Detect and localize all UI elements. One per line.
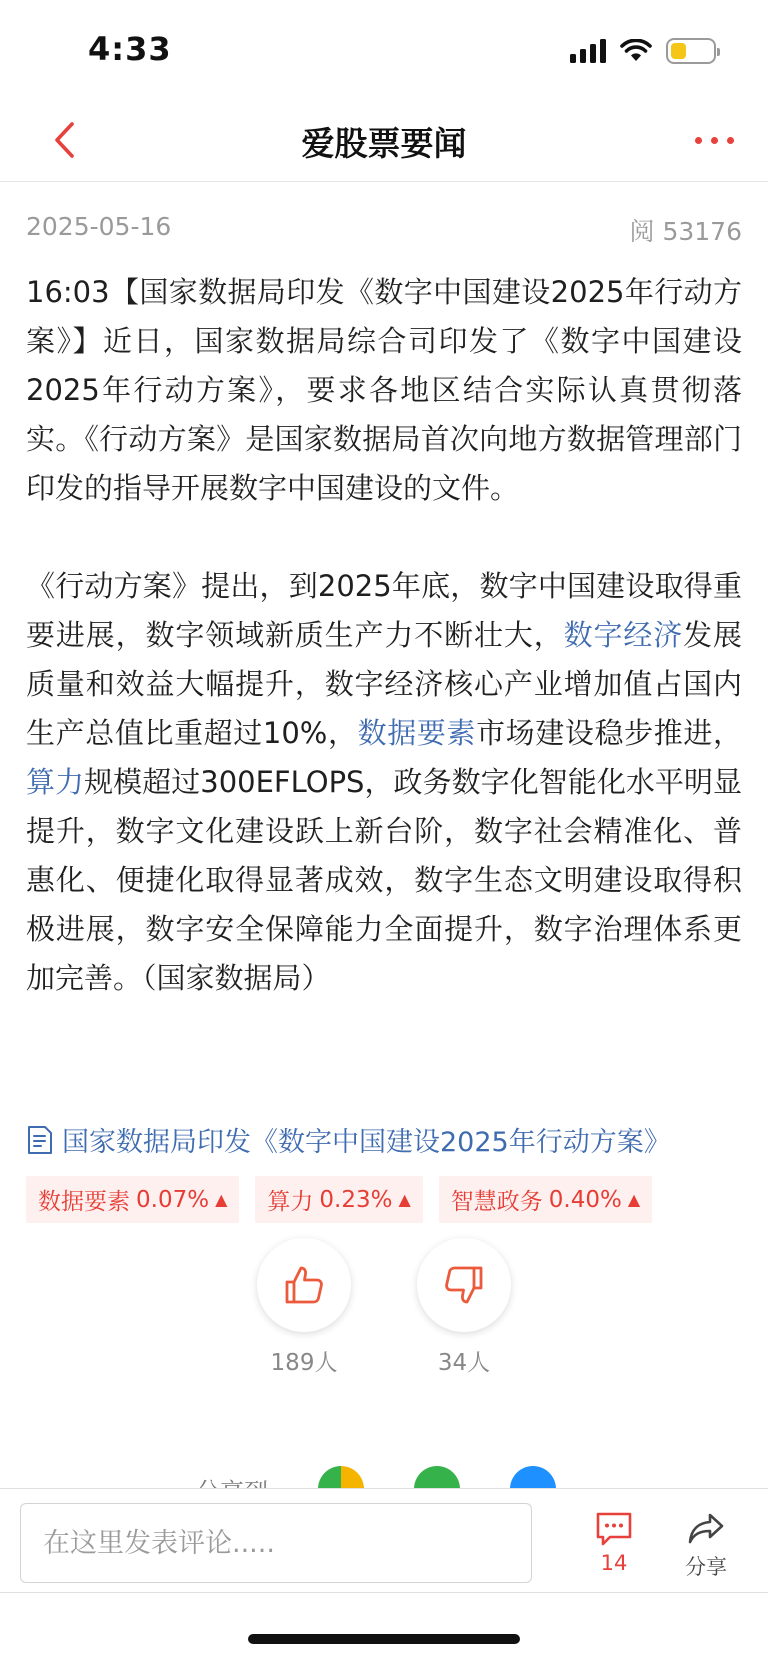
up-arrow-icon: ▲ [215, 1190, 228, 1209]
up-arrow-icon: ▲ [627, 1190, 641, 1209]
like-button[interactable] [257, 1238, 351, 1332]
comment-input[interactable] [20, 1503, 532, 1583]
up-arrow-icon: ▲ [398, 1190, 411, 1209]
document-icon [26, 1125, 54, 1155]
tag-change: 0.23% [319, 1186, 393, 1213]
status-bar [0, 0, 768, 100]
sector-tag[interactable] [26, 1176, 239, 1223]
dislike-count: 34人 [437, 1350, 491, 1376]
status-time: 4:33 [88, 30, 172, 68]
related-article-title: 国家数据局印发《数字中国建设2025年行动方案》 [62, 1127, 671, 1158]
more-button[interactable] [682, 114, 746, 166]
sector-tag[interactable] [439, 1176, 652, 1223]
share-button[interactable] [680, 1511, 732, 1581]
link-data-elements[interactable]: 数据要素 [357, 716, 477, 750]
status-icons [570, 38, 716, 64]
article-body [26, 268, 742, 1003]
related-article-link[interactable] [26, 1120, 671, 1159]
article-text: 《行动方案》提出，到2025年底，数字中国建设取得重要进展，数字领域新质生产力不断壮大， [26, 569, 742, 652]
tag-name: 智慧政务 [450, 1189, 543, 1215]
comments-button[interactable] [588, 1511, 640, 1575]
like-vote [257, 1238, 351, 1377]
home-indicator [248, 1634, 520, 1644]
tag-name: 算力 [267, 1189, 314, 1215]
sector-tag[interactable] [255, 1176, 422, 1223]
comment-icon [594, 1511, 634, 1547]
tag-change: 0.40% [548, 1186, 622, 1213]
signal-icon [570, 39, 606, 63]
article-text: 市场建设稳步推进， [476, 716, 742, 750]
more-dot-icon [727, 137, 734, 144]
tag-change: 0.07% [136, 1186, 210, 1213]
article-text: 发展质量和效益大幅提升，数字经济核心产业增加值占国内生产总值比重超过10%， [26, 618, 742, 750]
thumbs-up-icon [282, 1263, 326, 1307]
like-count: 189人 [270, 1350, 338, 1376]
tag-name: 数据要素 [38, 1189, 130, 1215]
vote-section [0, 1238, 768, 1377]
article-meta [26, 212, 742, 248]
sector-tags [26, 1176, 652, 1223]
dislike-vote [417, 1238, 511, 1377]
nav-bar [0, 100, 768, 182]
more-dot-icon [711, 137, 718, 144]
view-count: 阅 53176 [629, 217, 742, 246]
link-computing-power[interactable]: 算力 [26, 765, 85, 799]
article-text: 规模超过300EFLOPS，政务数字化智能化水平明显提升，数字文化建设跃上新台阶，数字社会精准化、普惠化、便捷化取得显著成效，数字生态文明建设取得积极进展，数字安全保障能力全面提升，数字治理体系更加完善。（国家数据局） [26, 765, 742, 995]
comment-count: 14 [600, 1551, 628, 1575]
wifi-icon [620, 39, 652, 63]
link-digital-economy[interactable]: 数字经济 [563, 618, 684, 652]
bottom-bar [0, 1488, 768, 1593]
thumbs-down-icon [442, 1263, 486, 1307]
article-paragraph [26, 562, 742, 1003]
publish-date: 2025-05-16 [26, 212, 172, 241]
page-title: 爱股票要闻 [301, 124, 467, 163]
share-arrow-icon [686, 1511, 726, 1547]
battery-icon [666, 38, 716, 64]
share-label-bottom: 分享 [685, 1555, 727, 1579]
dislike-button[interactable] [417, 1238, 511, 1332]
more-dot-icon [695, 137, 702, 144]
article-paragraph: 16:03【国家数据局印发《数字中国建设2025年行动方案》】近日，国家数据局综合司印发了《数字中国建设2025年行动方案》，要求各地区结合实际认真贯彻落实。《行动方案》是国家数据局首次向地方数据管理部门印发的指导开展数字中国建设的文件。 [26, 275, 742, 505]
